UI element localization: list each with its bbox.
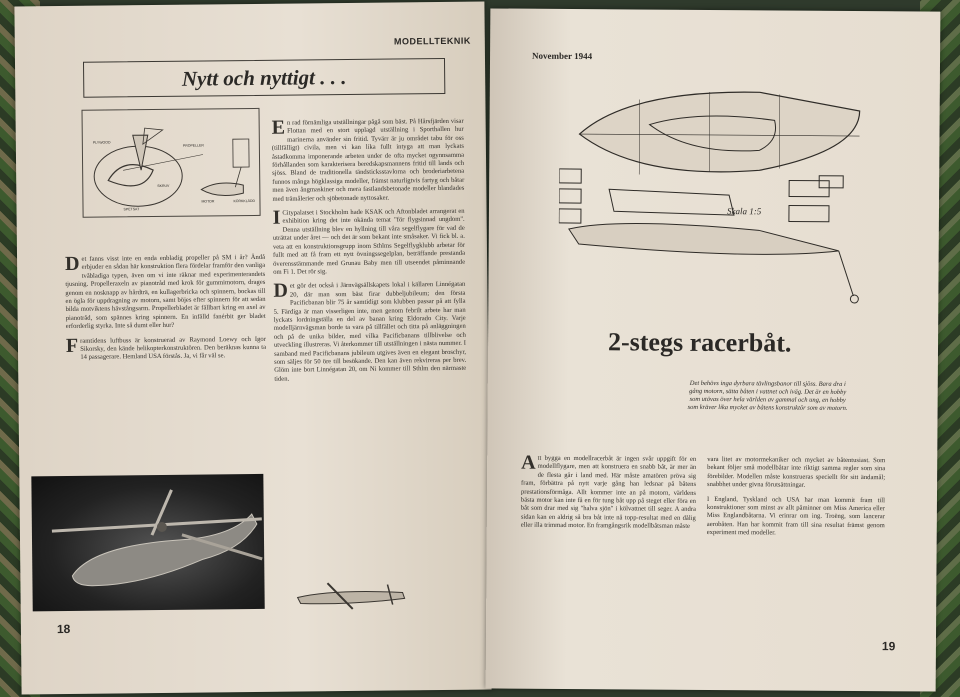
paragraph-text: ramtidens luftbuss är konstruerad av Raymond Loewy och Igor Sikorsky, den kände helikopterkonstruktören. Den beräknas kunna ta 14 passagerare. Hemland USA förstås. Ja, vi får väl se. xyxy=(80,335,267,362)
article-subtitle: Det behövs inga dyrbara tävlingsbanor till sjöss. Bara dra i gång motorn, sätta båten i vattnet och iväg. Det är en hobby som utövas över hela världen av gammal och ung, en hobby som kräver lika mycket av båtens konstruktör som av motorn. xyxy=(687,379,848,412)
figure-label: SPETSAT xyxy=(123,207,140,212)
drop-cap: A xyxy=(521,451,536,474)
page-number: 19 xyxy=(881,639,896,654)
scale-label: Skala 1:5 xyxy=(726,206,762,217)
left-column-2 xyxy=(272,118,467,390)
running-header: MODELLTEKNIK xyxy=(393,35,471,47)
figure-label: PROPELLER xyxy=(182,143,204,148)
running-header: November 1944 xyxy=(532,50,593,62)
propeller-figure xyxy=(81,108,260,218)
figure-label: SKRUV xyxy=(157,183,170,188)
page-number: 18 xyxy=(56,621,71,637)
article-paragraph xyxy=(520,451,697,532)
section-title: Nytt och nyttigt . . . xyxy=(181,64,347,91)
drop-cap: F xyxy=(65,334,79,357)
right-column-1 xyxy=(520,451,697,538)
article-paragraph xyxy=(65,254,266,332)
right-page xyxy=(486,8,941,691)
helicopter-photo xyxy=(31,474,264,611)
article-paragraph xyxy=(273,281,466,384)
paragraph-text: n rad förnämliga utställningar pågå som bäst. På Hårsfjärden visar Flottan med en stort upplagd utställning i Sporthallen hur marinerna använder sin fritid. Tyvärr är ju området tabu för oss (tillfälligt) civila, men vi kan lika fullt intyga att man lyckats åstadkomma imponerande arbeten under de ofta mycket ogynnsamma förhållanden som karakterisera beredskapsmannens fritid till lands och sjöss. Bland de traditionella tändsticksstavlorna och broderiarbetena funnos många högklassiga modeller, främst naturligtvis fartyg och båtar men även ångmaskiner och mera fastlandsbetonade modeller blandades med trämålerier och sjöbetonade nyttosaker. xyxy=(271,117,465,203)
paragraph-text: Citypalatset i Stockholm hade KSAK och Aftonbladet arrangerat en exhibition kring det inte okända temat "för flygsinnad ungdom". Denna utställning blev en hyllning till våra segelflygare för vad de uträttat under året — och det är som bekant inte småsaker. Vi fick bl. a. veta att en konstruktionsgrupp inom Sthlms Segelflygklubb arbetar för fullt med att få fram ett nytt övningssegelplan, beträffande prestanda överensstämmande med Grunau Baby men till utseendet påminnande om Fi 1. Det rör sig. xyxy=(272,207,466,276)
paragraph-text: et fanns visst inte en enda enbladig propeller på SM i år? Ändå erbjuder en sådan här konstruktion flera fördelar framför den vanliga tvåbladiga typen, även om vi inte räknar med experimenterandets tjusning. Propelleraxeln av pianotråd med krok för gummimotorn, drages genom en nosknapp av hårdträ, en kullagerbricka och spinnern, bockas till en ögla för uppdragning av motorn, samt böjes efter spinnern för att sedan bilda motviktens hävstångsarm. Propellerbladet är fällbart kring en axel av pianotråd, som spännes kring spinnern. En infälld fanérbit ger bladet erforderlig styrka. Inte så dumt eller hur? xyxy=(65,253,266,331)
paragraph-text: et gör det också i Järnvägsällskapets lokal i källaren Linnégatan 20, där man som bäst firar dubbeljubileum; den första Pacificbanan blir 75 år samtidigt som klubben passar på att fylla 5. Färdiga är man visserligen inte, men genom febrilt arbete har man lyckats lordningställa en del av banan kring Eldorado City. Varje modelljärnvägsman borde ta vara på tillfället och titta på anläggningen och på de unika bilder, med vilka Pacificbanans tillblivelse och utveckling illustreras. Vi återkommer till utställningen i nästa nummer. I samband med Pacificbanans jubileum utgives även en elegant broschyr, som säljes för 50 öre till besökande. Den kan även rekvireras per brev. Glöm inte bort Linnégatan 20, om Ni kommer till Sthlm den närmaste tiden. xyxy=(273,281,467,383)
drop-cap: I xyxy=(272,206,281,229)
paragraph-text: tt bygga en modellracerbåt är ingen svår uppgift för en modellflygare, men att konstruera en snabb båt, är mer än de flesta går i land med. Här måste amatören pröva sig fram, förbättra på nytt varje gång han ledsnar på båtens prestationsförmåga. Allt kommer inte an på motorn, världens bästa motor kan inte få en för tung båt upp på steget eller föra en båt som drar med sig "halva sjön" i kölvattnet till seger. A andra sidan kan en aldrig så bra båt inte nå topp-resultat med en dålig eller illa trimmad motor. En framgångsrik modellbåtsman måste xyxy=(520,454,697,531)
article-paragraph xyxy=(273,208,466,277)
boat-technical-drawing xyxy=(558,79,870,311)
section-title-box xyxy=(83,58,445,98)
article-paragraph: I England, Tyskland och USA har man kommit fram till konstruktioner som minst av allt påminner om Miss America eller Miss Englandbåtarna. Vi erinrar om ing. Troëng, som lancerar aerobåten. Han har kommit fram till sina resultat främst genom experiment med modeller. xyxy=(706,495,885,537)
figure-label: PLYWOOD xyxy=(92,140,111,145)
figure-label: MOTOR xyxy=(201,199,215,204)
drop-cap: E xyxy=(271,116,286,139)
drop-cap: D xyxy=(64,252,80,275)
article-title: 2-stegs racerbåt. xyxy=(607,327,792,358)
figure-label: KORKKLÄDD xyxy=(233,198,256,204)
article-paragraph xyxy=(272,118,465,204)
right-column-2 xyxy=(707,456,886,545)
airplane-sketch xyxy=(292,574,412,615)
left-page xyxy=(14,2,491,695)
helicopter-image xyxy=(31,474,264,611)
article-paragraph xyxy=(66,336,266,363)
drop-cap: D xyxy=(273,279,288,303)
left-column-1 xyxy=(65,254,266,369)
article-paragraph: vara litet av motormekaniker och mycket av båtentusiast. Som bekant följer små modellbåtar inte riktigt samma regler som sina förebilder. Modellen måste konstrueras speciellt för sitt ändamål; snabbhet under givna förutsättningar. xyxy=(707,455,886,489)
